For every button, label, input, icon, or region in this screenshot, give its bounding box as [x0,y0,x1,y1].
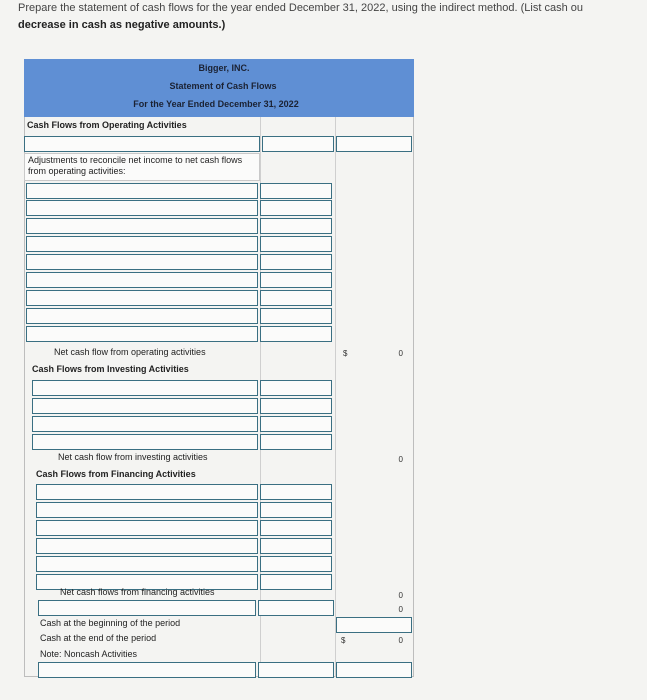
financing-row-amount[interactable] [260,520,332,536]
investing-row-description[interactable] [32,380,258,396]
operating-adjustment-row[interactable] [26,326,412,342]
financing-row-description[interactable] [36,520,258,536]
cash-beginning-label: Cash at the beginning of the period [40,618,181,628]
operating-adjustment-row-amount[interactable] [260,272,332,288]
operating-adjustment-row-description[interactable] [26,218,258,234]
investing-row[interactable] [32,434,412,450]
investing-row[interactable] [32,380,412,396]
operating-adjustment-row[interactable] [26,236,412,252]
operating-adjustment-row-amount[interactable] [260,290,332,306]
noncash-note-label: Note: Noncash Activities [40,649,138,659]
operating-adjustment-row-amount[interactable] [260,218,332,234]
investing-row[interactable] [32,416,412,432]
operating-adjustment-row-amount[interactable] [260,200,332,216]
financing-net-label: Net cash flows from financing activities [60,587,215,597]
financing-row-amount[interactable] [260,502,332,518]
financing-row[interactable] [36,520,412,536]
financing-row-description[interactable] [36,484,258,500]
net-change-description[interactable] [38,600,256,616]
operating-heading: Cash Flows from Operating Activities [27,120,187,130]
operating-adjustment-row[interactable] [26,254,412,270]
financing-row-amount[interactable] [260,556,332,572]
financing-row-description[interactable] [36,556,258,572]
operating-adjustment-row-amount[interactable] [260,254,332,270]
operating-adjustment-row[interactable] [26,272,412,288]
financing-row-amount[interactable] [260,574,332,590]
noncash-amount[interactable] [258,662,334,678]
operating-adjustment-row[interactable] [26,200,412,216]
operating-adjustment-row[interactable] [26,183,412,199]
company-name: Bigger, INC. [198,63,250,73]
financing-heading: Cash Flows from Financing Activities [36,469,196,479]
financing-net-value: 0 [398,591,403,600]
investing-net-value: 0 [398,455,403,464]
operating-adjustment-row-description[interactable] [26,326,258,342]
investing-row-description[interactable] [32,416,258,432]
operating-row-0-total[interactable] [336,136,412,152]
operating-adjustment-row-description[interactable] [26,308,258,324]
operating-adjustment-row-description[interactable] [26,200,258,216]
investing-row-amount[interactable] [260,380,332,396]
investing-row-amount[interactable] [260,416,332,432]
operating-row-0-description[interactable] [24,136,260,152]
net-change-value: 0 [398,605,403,614]
noncash-row[interactable] [38,662,412,678]
investing-row-description[interactable] [32,398,258,414]
instructions-line-2: decrease in cash as negative amounts.) [18,19,226,31]
statement-title: Statement of Cash Flows [169,81,277,91]
net-change-amount[interactable] [258,600,334,616]
statement-header [24,59,414,117]
operating-adjustment-row-amount[interactable] [260,183,332,199]
investing-row-amount[interactable] [260,434,332,450]
noncash-description[interactable] [38,662,256,678]
operating-adjustment-row-description[interactable] [26,290,258,306]
investing-row-amount[interactable] [260,398,332,414]
statement-period: For the Year Ended December 31, 2022 [133,99,299,109]
investing-row-description[interactable] [32,434,258,450]
investing-heading: Cash Flows from Investing Activities [32,364,189,374]
operating-adjustment-row-description[interactable] [26,236,258,252]
operating-net-currency: $ [343,349,348,358]
instructions [18,0,647,34]
operating-adjustment-row[interactable] [26,218,412,234]
operating-adjustment-row-description[interactable] [26,254,258,270]
instructions-line-1: Prepare the statement of cash flows for the year ended December 31, 2022, using the indirect method. (List cash ou [18,2,583,14]
investing-net-label: Net cash flow from investing activities [58,452,208,462]
operating-adjustment-row-description[interactable] [26,272,258,288]
investing-row[interactable] [32,398,412,414]
financing-row-amount[interactable] [260,538,332,554]
cash-end-label: Cash at the end of the period [40,633,157,643]
operating-row-0-amount[interactable] [262,136,334,152]
operating-adjustment-row[interactable] [26,308,412,324]
cash-beginning-input-row[interactable] [336,617,412,633]
operating-adjustment-row-amount[interactable] [260,236,332,252]
net-change-row[interactable] [38,600,412,616]
cash-beginning-input[interactable] [336,617,412,633]
noncash-total[interactable] [336,662,412,678]
operating-net-value: 0 [398,349,403,358]
financing-row-description[interactable] [36,502,258,518]
financing-row-amount[interactable] [260,484,332,500]
operating-adjustment-row-amount[interactable] [260,326,332,342]
financing-row[interactable] [36,538,412,554]
cash-end-value: 0 [398,636,403,645]
financing-row[interactable] [36,556,412,572]
operating-net-label: Net cash flow from operating activities [54,347,206,357]
operating-adjustment-row-amount[interactable] [260,308,332,324]
financing-row-description[interactable] [36,538,258,554]
operating-net-income-row[interactable] [24,136,414,152]
financing-row[interactable] [36,502,412,518]
operating-adjustment-row[interactable] [26,290,412,306]
cash-end-currency: $ [341,636,346,645]
operating-adjustment-row-description[interactable] [26,183,258,199]
financing-row[interactable] [36,484,412,500]
adjustments-label: Adjustments to reconcile net income to net cash flows from operating activities: [24,153,260,181]
